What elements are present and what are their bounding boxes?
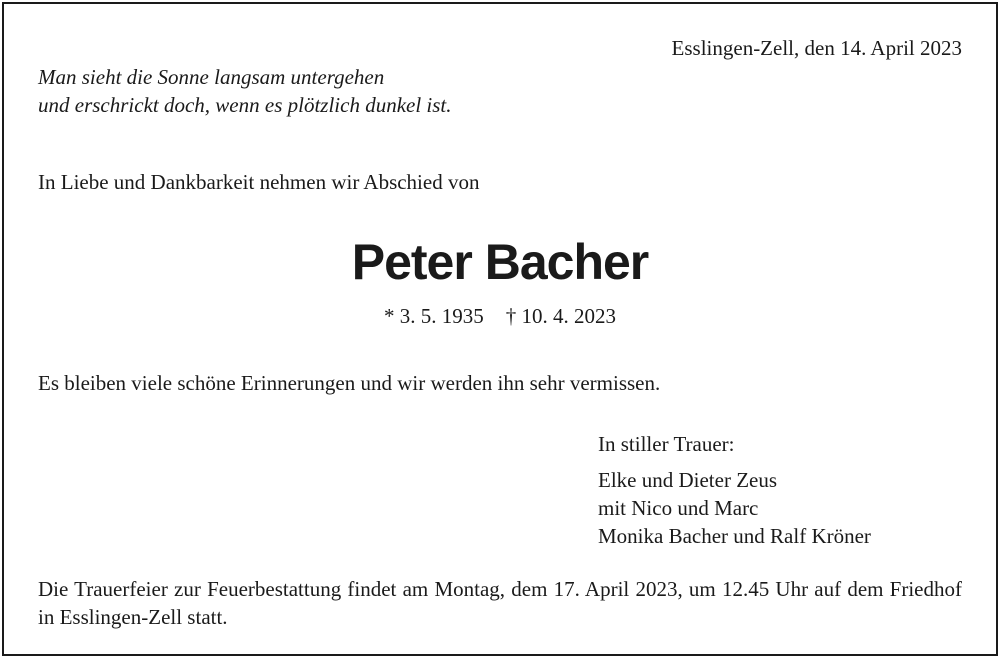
family-list xyxy=(598,466,871,550)
place-date: Esslingen-Zell, den 14. April 2023 xyxy=(671,36,962,60)
life-dates xyxy=(4,302,996,330)
death-date: † 10. 4. 2023 xyxy=(505,304,616,328)
mourning-heading: In stiller Trauer: xyxy=(598,432,735,456)
family-member: mit Nico und Marc xyxy=(598,496,759,520)
funeral-info: Die Trauerfeier zur Feuerbestattung findet am Montag, dem 17. April 2023, um 12.45 Uhr auf dem Friedhof in Esslingen-Zell statt. xyxy=(38,577,962,629)
birth-date: * 3. 5. 1935 xyxy=(384,304,484,328)
memory-text: Es bleiben viele schöne Erinnerungen und wir werden ihn sehr vermissen. xyxy=(38,371,661,395)
family-member: Monika Bacher und Ralf Kröner xyxy=(598,524,871,548)
family-member: Elke und Dieter Zeus xyxy=(598,468,778,492)
deceased-name: Peter Bacher xyxy=(351,234,649,290)
motto-line: Man sieht die Sonne langsam untergehen xyxy=(38,65,385,89)
motto-quote xyxy=(38,63,452,119)
obituary-notice xyxy=(2,2,998,656)
intro-text: In Liebe und Dankbarkeit nehmen wir Abschied von xyxy=(38,170,480,194)
motto-line: und erschrickt doch, wenn es plötzlich dunkel ist. xyxy=(38,93,452,117)
